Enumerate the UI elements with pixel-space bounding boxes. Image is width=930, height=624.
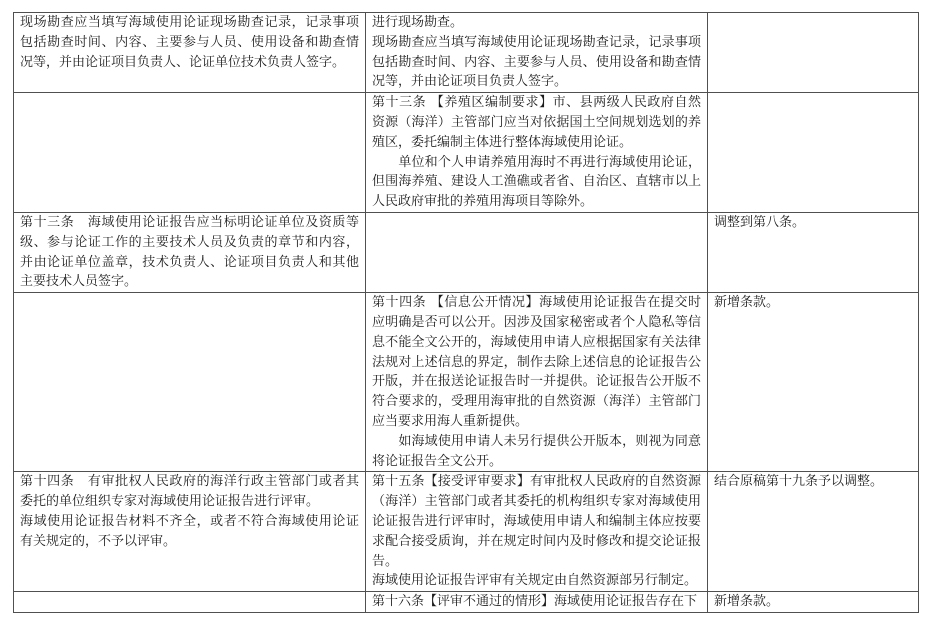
- text-line: 应明确是否可以公开。因涉及国家秘密或者个人隐私等信: [372, 314, 701, 330]
- table-row: [14, 293, 919, 472]
- revised-text-cell: [366, 592, 708, 613]
- text-line: 况等，并由论证项目负责人、论证单位技术负责人签字。: [20, 54, 346, 70]
- original-text-cell: [14, 592, 366, 613]
- text-line: 殖区，委托编制主体进行整体海域使用论证。: [372, 134, 633, 150]
- paragraph: [372, 93, 701, 152]
- original-text-cell: [14, 13, 366, 93]
- text-line: 求配合接受质询，并在规定时间内及时修改和提交论证报: [372, 533, 701, 549]
- note-cell: [708, 93, 919, 213]
- text-line: 第十五条【接受评审要求】有审批权人民政府的自然资源: [372, 474, 701, 490]
- text-line: 法规对上述信息的界定，制作去除上述信息的论证报告公: [372, 354, 701, 370]
- paragraph: [714, 293, 912, 313]
- text-line: 新增条款。: [714, 594, 780, 610]
- original-text-cell: [14, 212, 366, 292]
- paragraph: [20, 13, 359, 72]
- text-line: 人民政府审批的养殖用海项目等除外。: [372, 194, 594, 210]
- text-line: 海域使用论证报告材料不齐全，或者不符合海域使用论证: [20, 513, 359, 529]
- text-line: （海洋）主管部门或者其委托的机构组织专家对海域使用: [372, 494, 701, 510]
- text-line: 结合原稿第十九条予以调整。: [714, 474, 884, 490]
- paragraph: [372, 33, 701, 92]
- text-line: 如海域使用申请人未另行提供公开版本，则视为同意: [372, 433, 701, 449]
- text-line: 但围海养殖、建设人工渔礁或者省、自治区、直辖市以上: [372, 174, 701, 190]
- text-line: 第十四条 有审批权人民政府的海洋行政主管部门或者其: [20, 474, 359, 490]
- note-cell: [708, 472, 919, 592]
- revised-text-cell: [366, 13, 708, 93]
- paragraph: [20, 213, 359, 292]
- original-text-cell: [14, 293, 366, 472]
- text-line: 应当要求用海人重新提供。: [372, 413, 529, 429]
- paragraph: [372, 13, 701, 33]
- note-cell: [708, 13, 919, 93]
- revised-text-cell: [366, 93, 708, 213]
- revised-text-cell: [366, 212, 708, 292]
- text-line: 并由论证单位盖章，技术负责人、论证项目负责人和其他: [20, 254, 359, 270]
- text-line: 海域使用论证报告评审有关规定由自然资源部另行制定。: [372, 573, 698, 589]
- revised-text-cell: [366, 472, 708, 592]
- paragraph: [372, 592, 701, 612]
- paragraph: [20, 512, 359, 552]
- text-line: 第十三条 海域使用论证报告应当标明论证单位及资质等: [20, 214, 359, 230]
- table-row: [14, 592, 919, 613]
- paragraph: [20, 472, 359, 512]
- paragraph: [372, 432, 701, 472]
- text-line: 单位和个人申请养殖用海时不再进行海域使用论证，: [372, 154, 701, 170]
- note-cell: [708, 293, 919, 472]
- text-line: 包括勘查时间、内容、主要参与人员、使用设备和勘查情: [372, 54, 701, 70]
- text-line: 包括勘查时间、内容、主要参与人员、使用设备和勘查情: [20, 34, 359, 50]
- text-line: 主要技术人员签字。: [20, 274, 138, 290]
- text-line: 将论证报告全文公开。: [372, 453, 503, 469]
- text-line: 告。: [372, 553, 399, 569]
- text-line: 开版，并在报送论证报告时一并提供。论证报告公开版不: [372, 374, 701, 390]
- paragraph: [714, 472, 912, 492]
- note-cell: [708, 212, 919, 292]
- paragraph: [714, 213, 912, 233]
- text-line: 现场勘查应当填写海域使用论证现场勘查记录，记录事项: [20, 15, 359, 30]
- text-line: 委托的单位组织专家对海域使用论证报告进行评审。: [20, 494, 320, 510]
- table-row: [14, 212, 919, 292]
- table-row: [14, 93, 919, 213]
- paragraph: [372, 571, 701, 591]
- paragraph: [372, 293, 701, 432]
- text-line: 第十三条 【养殖区编制要求】市、县两级人民政府自然: [372, 95, 701, 111]
- text-line: 新增条款。: [714, 295, 780, 311]
- text-line: 息不能全文公开的，海域使用申请人应根据国家有关法律: [372, 334, 701, 350]
- text-line: 论证报告进行评审时，海域使用申请人和编制主体应按要: [372, 513, 701, 529]
- text-line: 级、参与论证工作的主要技术人员及负责的章节和内容，: [20, 234, 359, 250]
- text-line: 符合要求的，受理用海审批的自然资源（海洋）主管部门: [372, 394, 701, 410]
- table-row: [14, 13, 919, 93]
- table-row: [14, 472, 919, 592]
- original-text-cell: [14, 93, 366, 213]
- original-text-cell: [14, 472, 366, 592]
- text-line: 调整到第八条。: [714, 214, 806, 230]
- text-line: 资源（海洋）主管部门应当对依据国土空间规划选划的养: [372, 114, 701, 130]
- note-cell: [708, 592, 919, 613]
- text-line: 第十四条 【信息公开情况】海域使用论证报告在提交时: [372, 295, 701, 311]
- text-line: 况等，并由论证项目负责人签字。: [372, 74, 568, 90]
- paragraph: [714, 592, 912, 612]
- text-line: 进行现场勘查。: [372, 15, 464, 30]
- text-line: 第十六条【评审不通过的情形】海域使用论证报告存在下: [372, 594, 698, 610]
- text-line: 现场勘查应当填写海域使用论证现场勘查记录，记录事项: [372, 34, 701, 50]
- text-line: 有关规定的，不予以评审。: [20, 533, 177, 549]
- comparison-table-body: [14, 13, 919, 613]
- paragraph: [372, 153, 701, 212]
- paragraph: [372, 472, 701, 571]
- comparison-table: [13, 12, 919, 613]
- revised-text-cell: [366, 293, 708, 472]
